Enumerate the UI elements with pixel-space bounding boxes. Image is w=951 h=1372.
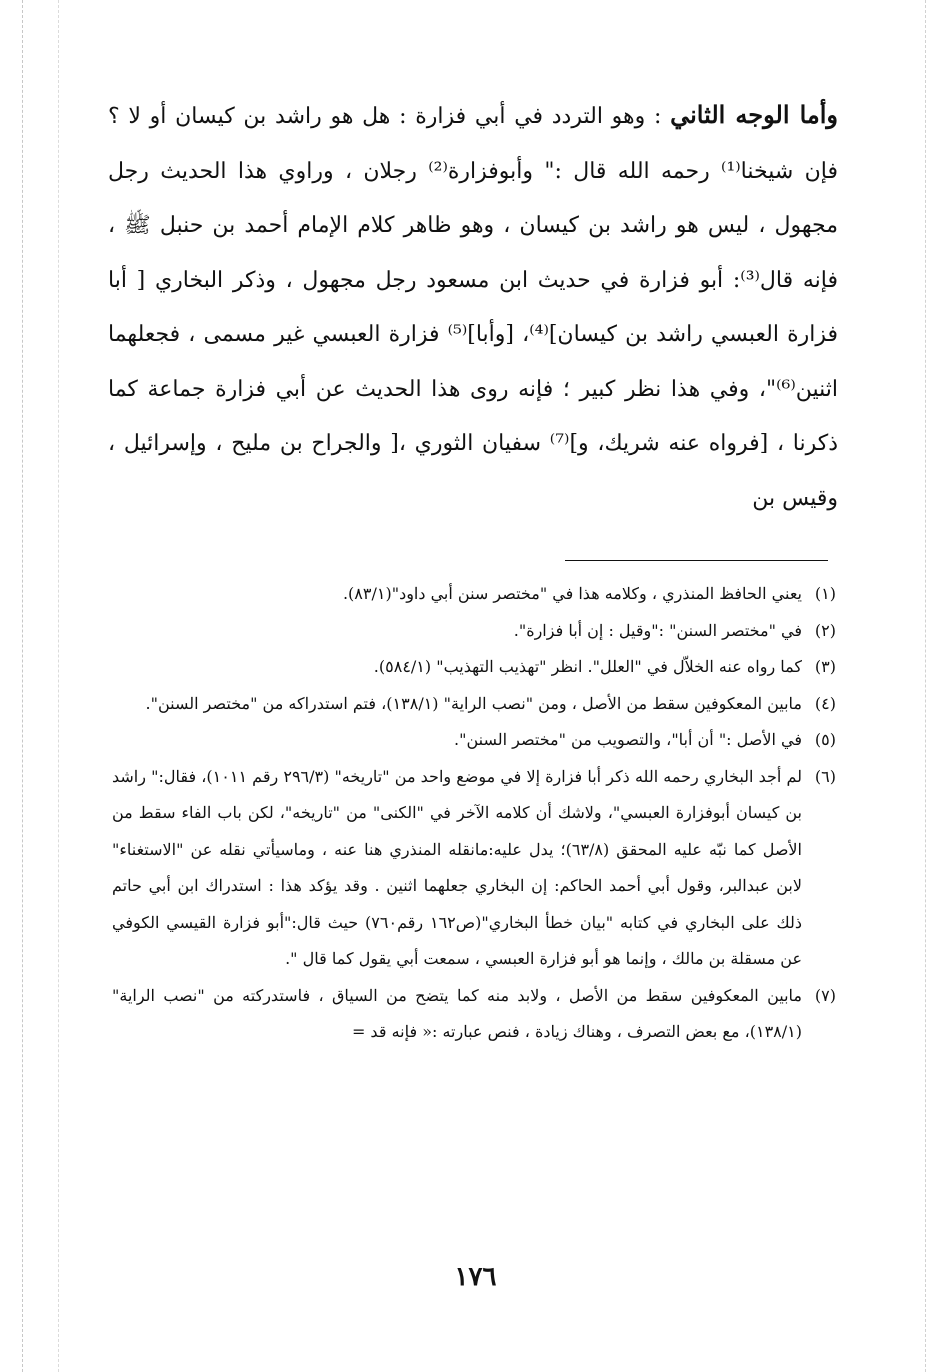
footnotes-list (112, 576, 836, 1051)
footnote-1 (112, 576, 836, 613)
footnote-marker: (٣) (814, 657, 836, 676)
footnote-marker: (٧) (814, 985, 836, 1005)
footnote-text: مابين المعكوفين سقط من الأصل ، ومن "نصب الراية" (١٣٨/١)، فتم استدراكه من "مختصر السنن". (145, 693, 802, 713)
scan-edge-right (925, 0, 926, 1372)
footnote-4 (112, 686, 836, 723)
scan-edge-left (22, 0, 23, 1372)
footnote-text: في "مختصر السنن" :"وقيل : إن أبا فزارة". (513, 620, 802, 640)
footnote-marker: (٦) (814, 766, 837, 786)
main-paragraph-text: : وهو التردد في أبي فزارة : هل هو راشد بن كيسان أو لا ؟ فإن شيخنا⁽¹⁾ رحمه الله قال :" وأبوفزارة⁽²⁾ رجلان ، وراوي هذا الحديث رجل مجهول ، ليس هو راشد بن كيسان ، وهو ظاهر كلام الإمام أحمد بن حنبل ﷺ ، فإنه قال⁽³⁾: أبو فزارة في حديث ابن مسعود رجل مجهول ، وذكر البخاري [ أبا فزارة العبسي راشد بن كيسان]⁽⁴⁾، [وأبا]⁽⁵⁾ فزارة العبسي غير مسمى ، فجعلهما اثنين⁽⁶⁾"، وفي هذا نظر كبير ؛ فإنه روى هذا الحديث عن أبي فزارة جماعة كما ذكرنا ، [فرواه عنه شريك، و]⁽⁷⁾ سفيان الثوري ،[ والجراح بن مليح ، وإسرائيل ، وقيس بن (108, 104, 838, 511)
footnote-text: كما رواه عنه الخلاّل في "العلل". انظر "تهذيب التهذيب" (٥٨٤/١). (373, 657, 802, 676)
footnote-2 (112, 613, 836, 650)
footnote-6 (112, 759, 836, 978)
section-heading-lead: وأما الوجه الثاني (670, 100, 838, 129)
footnote-marker: (٤) (814, 693, 836, 713)
scan-edge-left-inner (58, 0, 59, 1372)
footnote-text: مابين المعكوفين سقط من الأصل ، ولابد منه كما يتضح من السياق ، فاستدركته من "نصب الراية" (١٣٨/١)، مع بعض التصرف ، وهناك زيادة ، فنص عبارته :« فإنه قد = (112, 985, 802, 1041)
footnote-5 (112, 722, 836, 759)
main-text-block (108, 88, 838, 526)
footnote-marker: (١) (814, 584, 836, 603)
main-paragraph (108, 88, 838, 526)
footnote-text: يعني الحافظ المنذري ، وكلامه هذا في "مختصر سنن أبي داود"(٨٣/١). (342, 584, 802, 603)
footnote-separator (565, 560, 828, 561)
footnote-7 (112, 978, 836, 1051)
footnote-3 (112, 649, 836, 686)
footnote-text: لم أجد البخاري رحمه الله ذكر أبا فزارة إلا في موضع واحد من "تاريخه" (٢٩٦/٣ رقم ١٠١١)، فقال:" راشد بن كيسان أبوفزارة العبسي"، ولاشك أن كلامه الآخر في "الكنى" من "تاريخه"، لكن باب الفاء سقط من الأصل كما نبّه عليه المحقق (٦٣/٨)؛ يدل عليه:مانقله المنذري هنا عنه ، وماسيأتي نقله عن "الاستغناء" لابن عبدالبر، وقول أبي أحمد الحاكم: إن البخاري جعلهما اثنين . وقد يؤكد هذا : استدراك ابن أبي حاتم ذلك على البخاري في كتابه "بيان خطأ البخاري"(ص١٦٢ رقم٧٦٠) حيث قال:"أبو فزارة القيسي الكوفي عن مسقلة بن مالك ، وإنما هو أبو فزارة العبسي ، سمعت أبي يقول كما قال ". (112, 766, 803, 968)
footnote-marker: (٢) (814, 620, 836, 640)
footnote-marker: (٥) (814, 730, 836, 749)
page-number: ١٧٦ (454, 1262, 497, 1292)
footnote-text: في الأصل :" أن أبا"، والتصويب من "مختصر السنن". (454, 730, 802, 749)
